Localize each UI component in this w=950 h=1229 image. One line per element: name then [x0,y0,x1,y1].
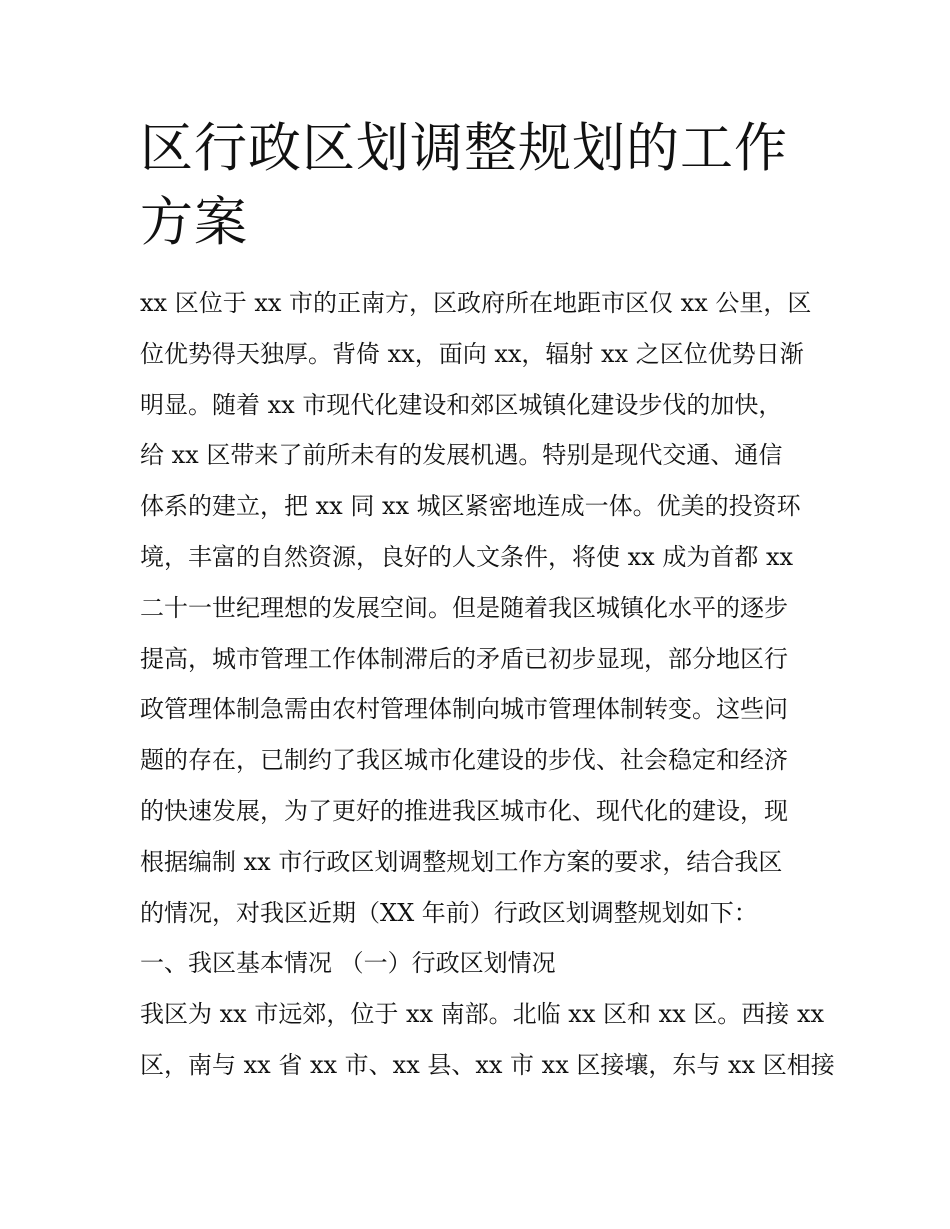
body-line: 我区为 xx 市远郊，位于 xx 南部。北临 xx 区和 xx 区。西接 xx [140,1000,825,1029]
body-line: 境，丰富的自然资源，良好的人文条件，将使 xx 成为首都 xx [140,542,794,571]
document-body [140,278,835,1091]
body-line: 给 xx 区带来了前所未有的发展机遇。特别是现代交通、通信 [140,441,783,470]
body-line: 二十一世纪理想的发展空间。但是随着我区城镇化水平的逐步 [140,593,788,622]
body-line: 的快速发展，为了更好的推进我区城市化、现代化的建设，现 [140,796,788,825]
body-line: 政管理体制急需由农村管理体制向城市管理体制转变。这些问 [140,695,788,724]
body-line: xx 区位于 xx 市的正南方，区政府所在地距市区仅 xx 公里，区 [140,289,812,317]
body-line: 区，南与 xx 省 xx 市、xx 县、xx 市 xx 区接壤，东与 xx 区相接 [140,1050,835,1079]
body-line: 根据编制 xx 市行政区划调整规划工作方案的要求，结合我区 [140,847,783,876]
body-line: 提高，城市管理工作体制滞后的矛盾已初步显现，部分地区行 [140,644,788,673]
body-line: 位优势得天独厚。背倚 xx，面向 xx，辐射 xx 之区位优势日渐 [140,339,804,368]
document-title: 区行政区划调整规划的工作方案 [140,118,788,253]
body-line: 的情况，对我区近期（XX 年前）行政区划调整规划如下： [140,898,758,927]
section-heading: 一、我区基本情况 （一）行政区划情况 [140,949,556,978]
body-line: 体系的建立，把 xx 同 xx 城区紧密地连成一体。优美的投资环 [140,492,801,521]
body-line: 明显。随着 xx 市现代化建设和郊区城镇化建设步伐的加快， [140,390,783,419]
body-line: 题的存在，已制约了我区城市化建设的步伐、社会稳定和经济 [140,746,788,775]
